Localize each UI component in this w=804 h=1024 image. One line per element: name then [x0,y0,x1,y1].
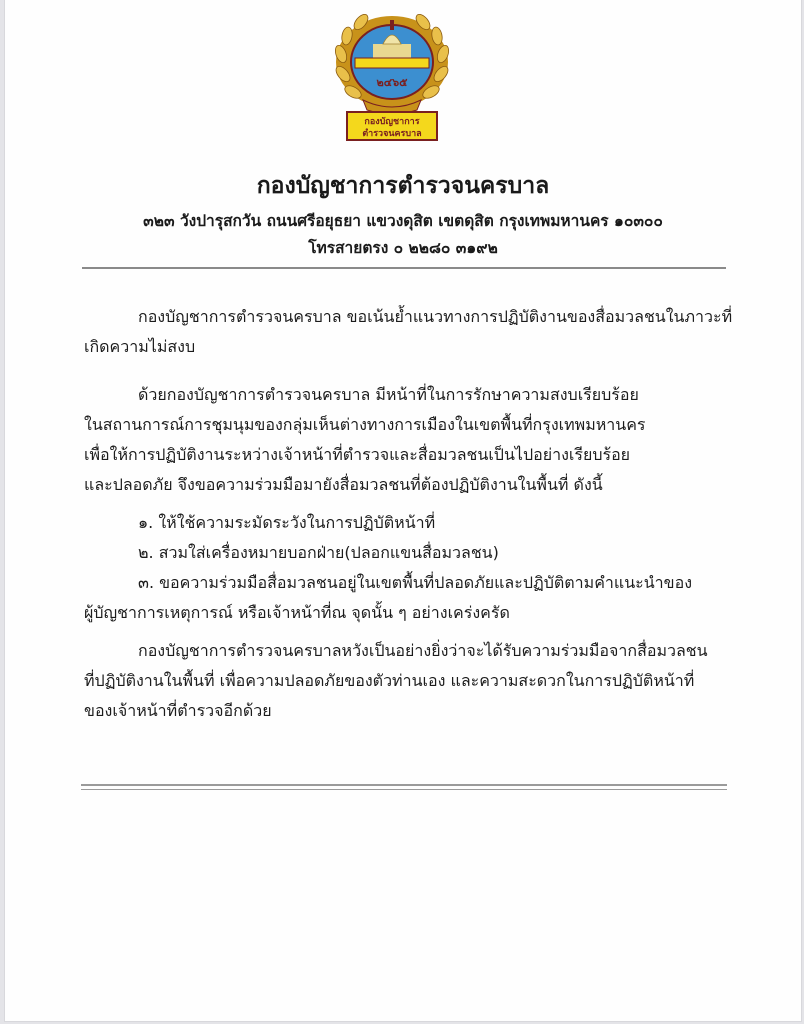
list-item-2: ๒. สวมใส่เครื่องหมายบอกฝ่าย(ปลอกแขนสื่อมวลชน) [138,543,499,562]
numbered-list [84,508,730,628]
text-line: ของเจ้าหน้าที่ตำรวจอีกด้วย [84,701,272,720]
text-line: กองบัญชาการตำรวจนครบาล ขอเน้นย้ำแนวทางการปฏิบัติงานของสื่อมวลชนในภาวะที่ [138,307,733,326]
emblem-banner-line2: ตำรวจนครบาล [362,129,422,139]
organization-address: ๓๒๓ วังปารุสกวัน ถนนศรีอยุธยา แขวงดุสิต เขตดุสิต กรุงเทพมหานคร ๑๐๓๐๐ [143,212,663,230]
paragraph-purpose [84,380,730,500]
document-page [4,0,802,1022]
paragraph-intro [84,302,733,362]
organization-name: กองบัญชาการตำรวจนครบาล [256,173,550,199]
paragraph-closing [84,636,730,726]
list-item-3: ๓. ขอความร่วมมือสื่อมวลชนอยู่ในเขตพื้นที่ปลอดภัยและปฏิบัติตามคำแนะนำของ [138,573,692,592]
footer-double-divider [81,784,727,790]
text-line: ด้วยกองบัญชาการตำรวจนครบาล มีหน้าที่ในการรักษาความสงบเรียบร้อย [138,385,639,404]
header-divider [82,267,726,269]
emblem-banner-line1: กองบัญชาการ [364,117,420,127]
text-line: กองบัญชาการตำรวจนครบาลหวังเป็นอย่างยิ่งว่าจะได้รับความร่วมมือจากสื่อมวลชน [138,641,708,660]
text-line: เกิดความไม่สงบ [84,337,196,356]
list-item-3-continued: ผู้บัญชาการเหตุการณ์ หรือเจ้าหน้าที่ณ จุดนั้น ๆ อย่างเคร่งครัด [84,603,510,622]
emblem-year: ๒๔๖๕ [376,76,408,89]
police-emblem-icon [333,14,451,142]
text-line: เพื่อให้การปฏิบัติงานระหว่างเจ้าหน้าที่ตำรวจและสื่อมวลชนเป็นไปอย่างเรียบร้อย [84,445,631,464]
text-line: และปลอดภัย จึงขอความร่วมมือมายังสื่อมวลชนที่ต้องปฏิบัติงานในพื้นที่ ดังนี้ [84,475,603,494]
text-line: ที่ปฏิบัติงานในพื้นที่ เพื่อความปลอดภัยของตัวท่านเอง และความสะดวกในการปฏิบัติหน้าที่ [84,671,695,690]
direct-phone: โทรสายตรง ๐ ๒๒๘๐ ๓๑๙๒ [308,239,498,257]
text-line: ในสถานการณ์การชุมนุมของกลุ่มเห็นต่างทางการเมืองในเขตพื้นที่กรุงเทพมหานคร [84,415,646,434]
list-item-1: ๑. ให้ใช้ความระมัดระวังในการปฏิบัติหน้าที่ [138,513,436,532]
